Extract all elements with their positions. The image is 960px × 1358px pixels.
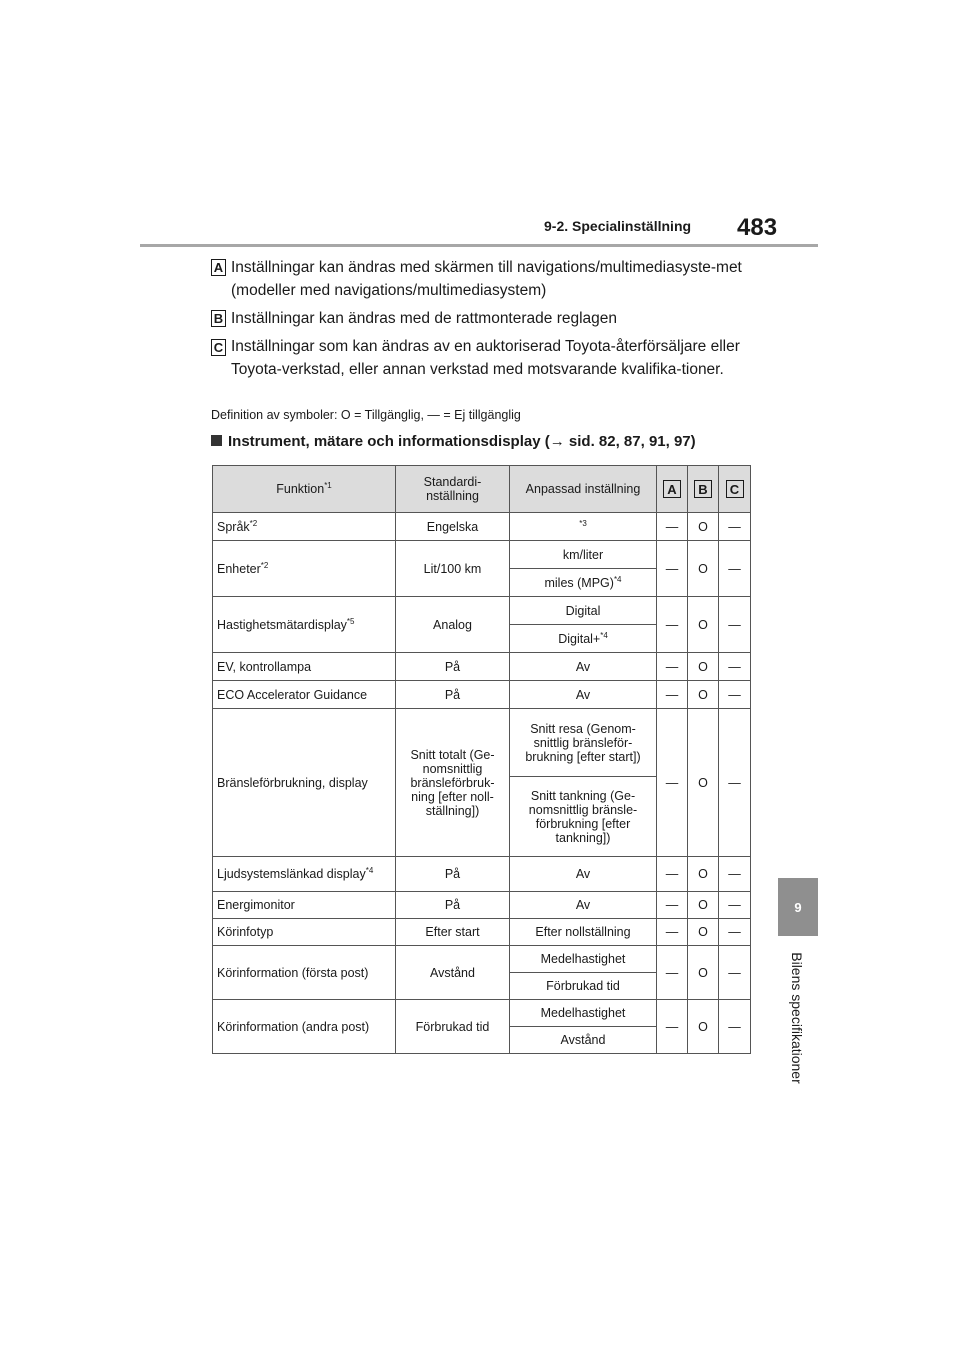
cell-b: O: [688, 597, 719, 653]
cell-custom: Av: [510, 892, 657, 919]
cell-default: På: [396, 857, 510, 892]
note-b-text: Inställningar kan ändras med de rattmonterade reglagen: [231, 310, 618, 327]
cell-function: EV, kontrollampa: [213, 653, 396, 681]
cell-c: —: [719, 513, 751, 541]
table-row: [213, 857, 751, 892]
header-b: B: [688, 466, 719, 513]
table-body: [213, 513, 751, 1054]
note-c-text: Inställningar som kan ändras av en auktoriserad Toyota-återförsäljare eller Toyota-verkstad, eller annan verkstad med motsvarande kvalifika-tioner.: [231, 338, 740, 378]
cell-function: Energimonitor: [213, 892, 396, 919]
marker-c: C: [211, 339, 226, 356]
cell-c: —: [719, 892, 751, 919]
cell-b: O: [688, 919, 719, 946]
cell-custom: *3: [510, 513, 657, 541]
cell-default: Lit/100 km: [396, 541, 510, 597]
cell-c: —: [719, 857, 751, 892]
cell-a: —: [657, 1000, 688, 1054]
cell-custom: Snitt resa (Genom-snittlig bränsleför-brukning [efter start]): [510, 709, 657, 777]
cell-a: —: [657, 681, 688, 709]
table-row: [213, 513, 751, 541]
arrow-right-icon: →: [549, 433, 565, 450]
cell-a: —: [657, 709, 688, 857]
subheading: [211, 433, 696, 450]
cell-default: Avstånd: [396, 946, 510, 1000]
cell-custom: Efter nollställning: [510, 919, 657, 946]
cell-function: Körinformation (andra post): [213, 1000, 396, 1054]
cell-custom: Av: [510, 681, 657, 709]
header-default: Standardi-nställning: [396, 466, 510, 513]
cell-custom: Förbrukad tid: [510, 973, 657, 1000]
cell-custom: Av: [510, 653, 657, 681]
cell-a: —: [657, 892, 688, 919]
cell-custom: Digital: [510, 597, 657, 625]
chapter-label: Bilens specifikationer: [789, 952, 805, 1084]
cell-b: O: [688, 541, 719, 597]
table-row: [213, 946, 751, 973]
cell-default: Efter start: [396, 919, 510, 946]
cell-b: O: [688, 1000, 719, 1054]
cell-b: O: [688, 653, 719, 681]
table-header-row: [213, 466, 751, 513]
subheading-text: Instrument, mätare och informationsdisplay (: [228, 433, 550, 450]
settings-table: [212, 465, 751, 1054]
table-row: [213, 681, 751, 709]
cell-default: Analog: [396, 597, 510, 653]
cell-function: Hastighetsmätardisplay$^{*5}$: [213, 597, 396, 653]
cell-custom: Snitt tankning (Ge-nomsnittlig bränsle-förbrukning [efter tankning]): [510, 777, 657, 857]
cell-custom: Av: [510, 857, 657, 892]
page-number: 483: [737, 214, 778, 241]
cell-custom: Medelhastighet: [510, 946, 657, 973]
cell-b: O: [688, 681, 719, 709]
header-a: A: [657, 466, 688, 513]
cell-b: O: [688, 892, 719, 919]
cell-c: —: [719, 681, 751, 709]
cell-c: —: [719, 597, 751, 653]
cell-a: —: [657, 513, 688, 541]
cell-function: Körinfotyp: [213, 919, 396, 946]
header-custom: Anpassad inställning: [510, 466, 657, 513]
cell-function: ECO Accelerator Guidance: [213, 681, 396, 709]
cell-default: Snitt totalt (Ge-nomsnittlig bränsleförbruk-ning [efter noll-ställning]): [396, 709, 510, 857]
cell-default: På: [396, 681, 510, 709]
cell-a: —: [657, 653, 688, 681]
table-row: [213, 919, 751, 946]
cell-custom: km/liter: [510, 541, 657, 569]
cell-function: Enheter$^{*2}$: [213, 541, 396, 597]
cell-a: —: [657, 597, 688, 653]
symbol-definition: Definition av symboler: O = Tillgänglig, — = Ej tillgänglig: [211, 408, 521, 422]
cell-b: O: [688, 709, 719, 857]
header-divider: [140, 244, 818, 247]
cell-c: —: [719, 653, 751, 681]
cell-custom: Digital+$^{*4}$: [510, 625, 657, 653]
table-row: [213, 892, 751, 919]
cell-function: Bränsleförbrukning, display: [213, 709, 396, 857]
subheading-ref: sid. 82, 87, 91, 97): [564, 433, 696, 450]
marker-b: B: [211, 310, 226, 327]
cell-b: O: [688, 857, 719, 892]
table-row: [213, 541, 751, 569]
table-row: [213, 1000, 751, 1027]
cell-function: Körinformation (första post): [213, 946, 396, 1000]
cell-a: —: [657, 541, 688, 597]
cell-b: O: [688, 946, 719, 1000]
note-a-text: Inställningar kan ändras med skärmen till navigations/multimediasyste-met (modeller med navigations/multimediasystem): [231, 259, 742, 299]
cell-function: Ljudsystemslänkad display$^{*4}$: [213, 857, 396, 892]
cell-default: Engelska: [396, 513, 510, 541]
cell-custom: Avstånd: [510, 1027, 657, 1054]
cell-custom: miles (MPG)$^{*4}$: [510, 569, 657, 597]
table-row: [213, 653, 751, 681]
cell-a: —: [657, 946, 688, 1000]
square-bullet-icon: [211, 435, 222, 446]
cell-c: —: [719, 541, 751, 597]
cell-default: På: [396, 892, 510, 919]
cell-c: —: [719, 709, 751, 857]
cell-default: På: [396, 653, 510, 681]
table-row: [213, 709, 751, 777]
cell-b: O: [688, 513, 719, 541]
cell-c: —: [719, 1000, 751, 1054]
cell-custom: Medelhastighet: [510, 1000, 657, 1027]
cell-default: Förbrukad tid: [396, 1000, 510, 1054]
cell-c: —: [719, 946, 751, 1000]
section-title: 9-2. Specialinställning: [544, 218, 692, 234]
header-c: C: [719, 466, 751, 513]
chapter-tab: 9: [778, 878, 818, 936]
marker-a: A: [211, 259, 226, 276]
cell-a: —: [657, 857, 688, 892]
cell-c: —: [719, 919, 751, 946]
header-function: Funktion$^{*1}$: [213, 466, 396, 513]
table-row: [213, 597, 751, 625]
cell-function: Språk$^{*2}$: [213, 513, 396, 541]
cell-a: —: [657, 919, 688, 946]
